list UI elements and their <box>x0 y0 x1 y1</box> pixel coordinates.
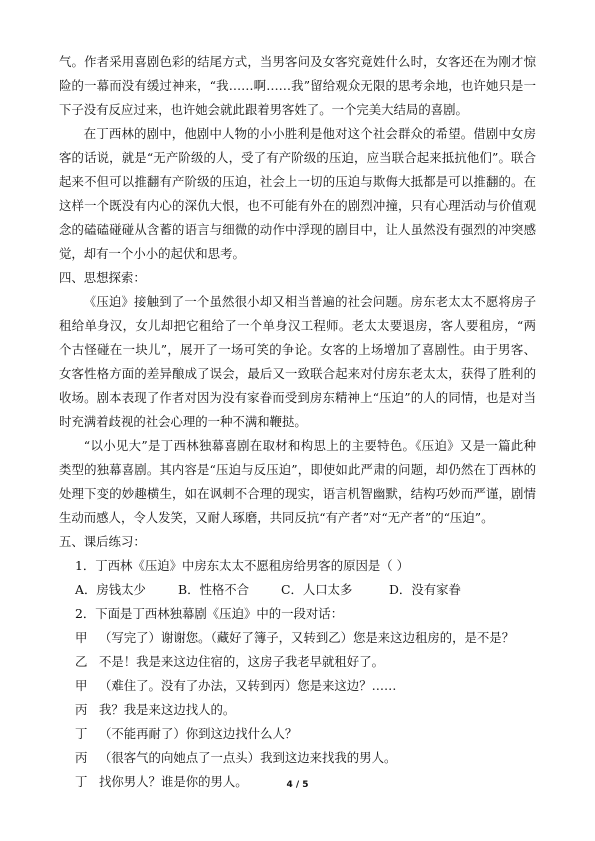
exercise-1-question: 1．丁西林《压迫》中房东太太不愿租房给男客的原因是（ ） <box>75 558 409 573</box>
dialogue-speaker: 丙 <box>75 702 88 717</box>
exercise-2-intro: 2．下面是丁西林独幕剧《压迫》中的一段对话： <box>75 606 344 621</box>
paragraph-exploration-2: “以小见大”是丁西林独幕喜剧在取材和构思上的主要特色。《压迫》又是一篇此种类型的独幕喜剧。其内容是“压迫与反压迫”，即使如此严肃的问题，却仍然在丁西林的处理下变的妙趣横生，如在讽刺不合理的现实，语言机智幽默，结构巧妙而严谨，剧情生动而感人，令人发笑，又耐人琢磨，共同反抗“有产者”对“无产者”的“压迫”。 <box>59 438 536 525</box>
dialogue-speaker: 丁 <box>75 774 88 789</box>
dialogue <box>59 626 536 794</box>
dialogue-line <box>59 722 536 746</box>
dialogue-text: （难住了。没有了办法，又转到丙）您是来这边？…… <box>99 678 397 693</box>
page-number: 4 / 5 <box>286 780 309 790</box>
document-body <box>59 50 536 794</box>
dialogue-line <box>59 650 536 674</box>
option-d: D．没有家眷 <box>389 582 461 597</box>
exercise-1-options <box>59 578 536 602</box>
dialogue-speaker: 丙 <box>75 750 88 765</box>
section-heading-thought: 四、思想探索： <box>59 270 146 285</box>
dialogue-text: （很客气的向她点了一点头）我到这边来找我的男人。 <box>99 750 397 765</box>
option-c: C．人口太多 <box>281 582 353 597</box>
dialogue-speaker: 乙 <box>75 654 88 669</box>
paragraph-exploration-1: 《压迫》接触到了一个虽然很小却又相当普遍的社会问题。房东老太太不愿将房子租给单身汉，女儿却把它租给了一个单身汉工程师。老太太要退房，客人要租房，“两个古怪碰在一块儿”，展开了一场可笑的争论。女客的上场增加了喜剧性。由于男客、女客性格方面的差异酿成了误会，最后又一致联合起来对付房东老太太，获得了胜利的收场。剧本表现了作者对因为没有家眷而受到房东精神上“压迫”的人的同情，也是对当时充满着歧视的社会心理的一种不满和鞭挞。 <box>59 294 536 429</box>
dialogue-text: 不是！我是来这边住宿的，这房子我老早就租好了。 <box>99 654 384 669</box>
dialogue-speaker: 甲 <box>75 630 88 645</box>
paragraph-theme: 在丁西林的剧中，他剧中人物的小小胜利是他对这个社会群众的希望。借剧中女房客的话说，就是“无产阶级的人，受了有产阶级的压迫，应当联合起来抵抗他们”。联合起来不但可以推翻有产阶级的压迫，社会上一切的压迫与欺侮大抵都是可以推翻的。在这样一个既没有内心的深仇大恨，也不可能有外在的剧烈冲撞，只有心理活动与价值观念的磕磕碰碰从含蓄的语言与细微的动作中浮现的剧目中，让人虽然没有强烈的冲突感觉，却有一个小小的起伏和思考。 <box>59 126 536 261</box>
dialogue-text: 我？我是来这边找人的。 <box>99 702 236 717</box>
dialogue-line <box>59 626 536 650</box>
dialogue-line <box>59 746 536 770</box>
dialogue-speaker: 丁 <box>75 726 88 741</box>
dialogue-text: （写完了）谢谢您。（藏好了簿子，又转到乙）您是来这边租房的，是不是？ <box>99 630 515 645</box>
paragraph-ending: 气。作者采用喜剧色彩的结尾方式，当男客问及女客究竟姓什么时，女客还在为刚才惊险的一幕而没有缓过神来，“我……啊……我”留给观众无限的思考余地，也许她只是一下子没有反应过来，也许她会就此跟着男客姓了。一个完美大结局的喜剧。 <box>59 54 536 117</box>
dialogue-line <box>59 698 536 722</box>
section-heading-exercises: 五、课后练习： <box>59 534 146 549</box>
dialogue-text: 找你男人？谁是你的男人。 <box>99 774 248 789</box>
option-a: A．房钱太少 <box>75 582 146 597</box>
dialogue-speaker: 甲 <box>75 678 88 693</box>
dialogue-text: （不能再耐了）你到这边找什么人？ <box>99 726 298 741</box>
dialogue-line <box>59 674 536 698</box>
option-b: B．性格不合 <box>178 582 250 597</box>
